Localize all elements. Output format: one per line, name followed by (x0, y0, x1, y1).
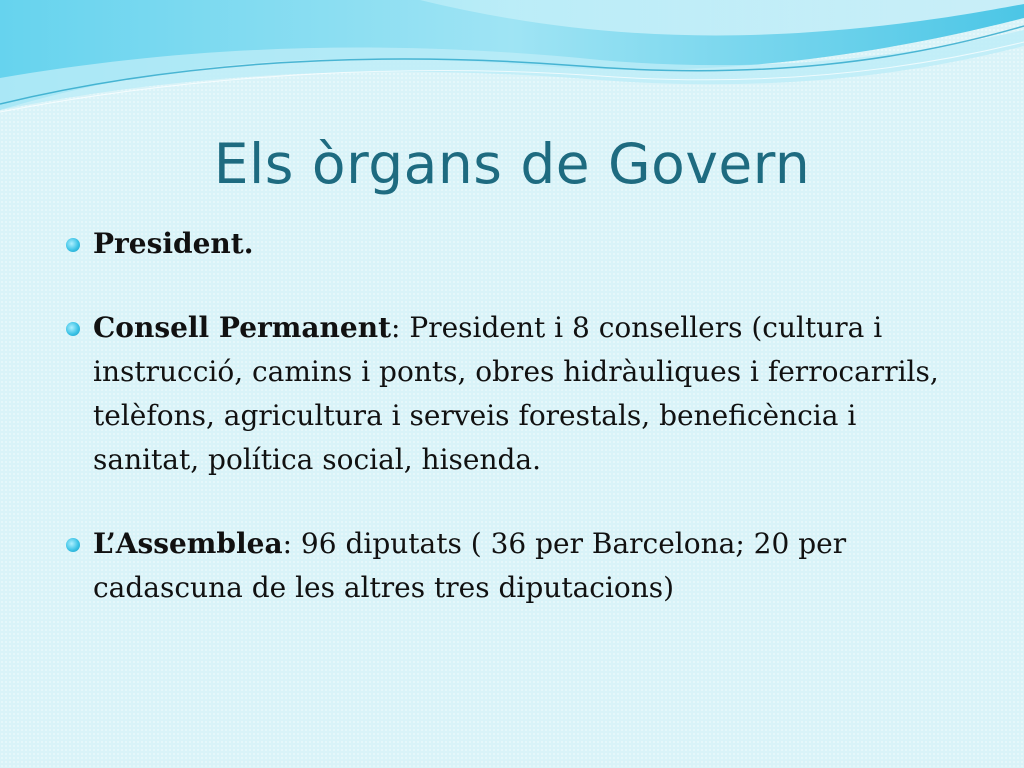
item-heading: L’Assemblea (93, 527, 283, 560)
list-item (66, 222, 966, 266)
item-heading: Consell Permanent (93, 311, 392, 344)
bullet-icon (66, 538, 80, 552)
list-item (66, 522, 966, 610)
bullet-list (66, 222, 966, 610)
bullet-icon (66, 322, 80, 336)
list-item (66, 306, 966, 482)
item-text: : President i 8 consellers (cultura i instrucció, camins i ponts, obres hidràuliques i ferrocarrils, telèfons, agricultura i serveis forestals, beneficència i sanitat, política social, hisenda. (93, 311, 939, 476)
header-wave-decoration (0, 0, 1024, 130)
item-heading: President. (93, 227, 254, 260)
slide-title: Els òrgans de Govern (213, 132, 811, 196)
item-text: : 96 diputats ( 36 per Barcelona; 20 per cadascuna de les altres tres diputacions) (93, 527, 847, 604)
bullet-icon (66, 238, 80, 252)
